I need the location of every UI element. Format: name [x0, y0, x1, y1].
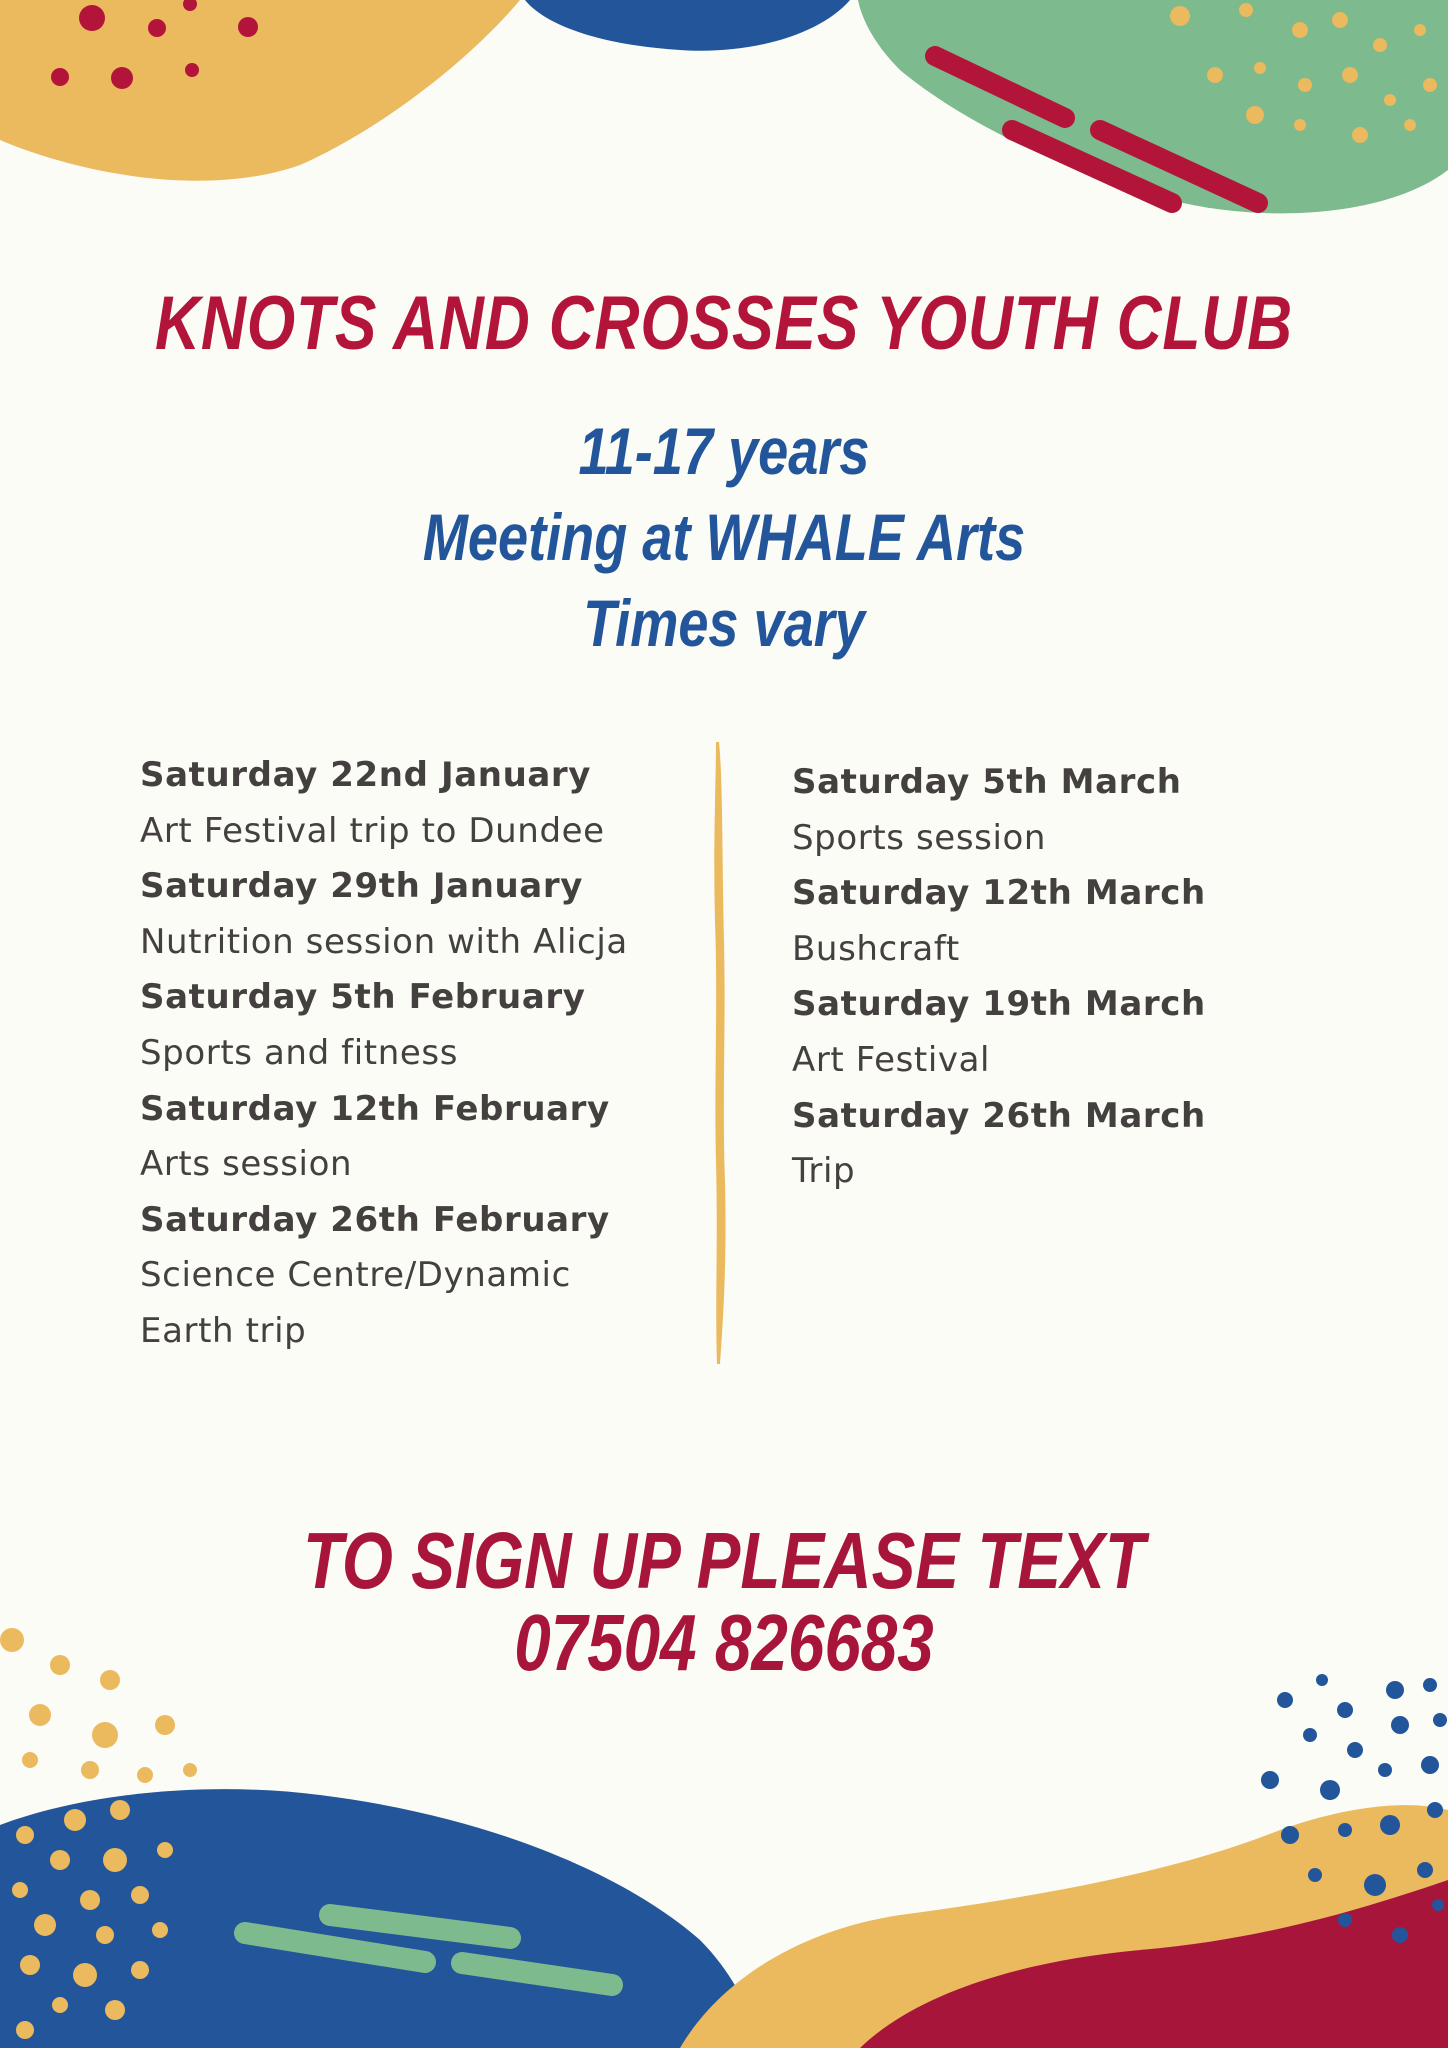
event-description: Sports and fitness — [140, 1032, 459, 1073]
schedule-entry — [140, 859, 700, 970]
signup-section — [130, 1516, 1317, 1687]
event-description: Art Festival trip to Dundee — [140, 810, 605, 851]
event-date: Saturday 26th March — [792, 1095, 1206, 1136]
meeting-times: Times vary — [583, 586, 865, 660]
event-date: Saturday 26th February — [140, 1199, 610, 1240]
event-description: Science Centre/Dynamic Earth trip — [140, 1255, 571, 1351]
event-date: Saturday 22nd January — [140, 755, 592, 795]
column-divider — [706, 742, 736, 1364]
schedule-entry — [792, 1089, 1352, 1200]
event-description: Bushcraft — [792, 928, 960, 969]
event-description: Trip — [792, 1151, 856, 1192]
signup-phone-number: 07504 826683 — [514, 1598, 934, 1687]
event-description: Arts session — [140, 1144, 353, 1185]
signup-instruction: TO SIGN UP PLEASE TEXT — [302, 1516, 1146, 1605]
event-description: Sports session — [792, 817, 1047, 858]
schedule-entry — [140, 748, 700, 859]
club-title: KNOTS AND CROSSES YOUTH CLUB — [155, 281, 1293, 366]
event-description: Nutrition session with Alicja — [140, 921, 628, 962]
event-date: Saturday 5th March — [792, 762, 1182, 802]
top-blue-blob — [525, 0, 850, 51]
schedule-entry — [792, 866, 1352, 977]
event-date: Saturday 29th January — [140, 866, 583, 907]
schedule-entry — [140, 1193, 700, 1360]
schedule-march — [792, 755, 1352, 1200]
event-date: Saturday 12th February — [140, 1088, 610, 1129]
event-date: Saturday 12th March — [792, 873, 1206, 914]
schedule-january-february — [140, 748, 700, 1360]
event-description: Art Festival — [792, 1039, 991, 1080]
meeting-venue: Meeting at WHALE Arts — [422, 500, 1026, 574]
schedule-entry — [140, 1082, 700, 1193]
event-date: Saturday 19th March — [792, 984, 1206, 1025]
event-date: Saturday 5th February — [140, 977, 586, 1018]
club-details — [130, 408, 1317, 666]
top-left-yellow-blob — [0, 0, 520, 181]
schedule-entry — [792, 977, 1352, 1088]
top-right-green-blob — [858, 0, 1448, 213]
age-range: 11-17 years — [578, 414, 870, 488]
schedule-entry — [792, 755, 1352, 866]
schedule-entry — [140, 970, 700, 1081]
